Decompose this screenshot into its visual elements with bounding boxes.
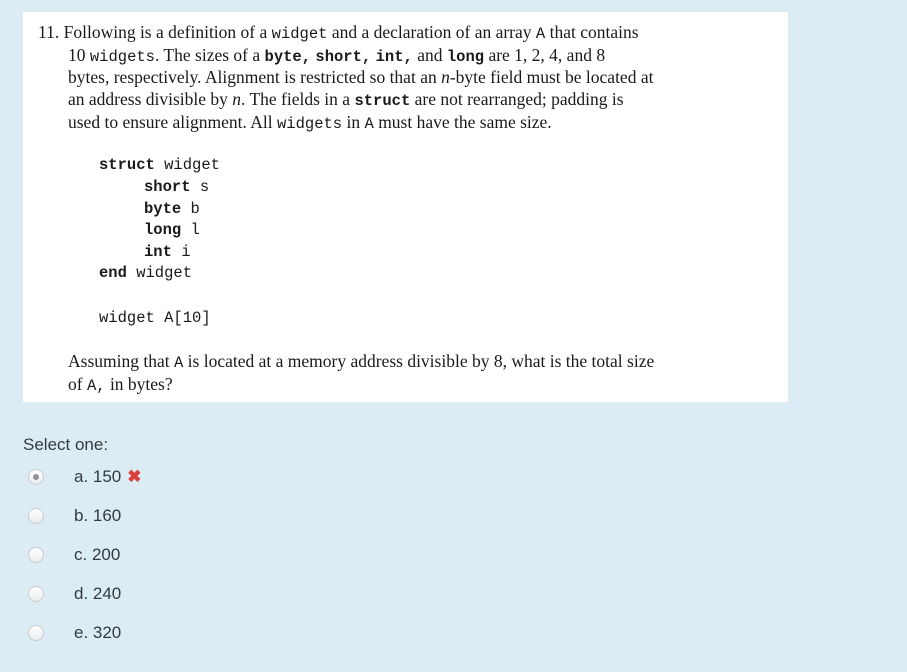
code-field-type: byte — [144, 200, 182, 218]
code-declaration — [99, 308, 211, 328]
code-struct-line — [99, 155, 220, 175]
code-field-type: short — [144, 178, 191, 196]
option-d[interactable] — [28, 583, 328, 607]
code-field-line — [144, 177, 209, 197]
question-number: 11. — [38, 22, 60, 42]
radio-option-b[interactable] — [28, 508, 44, 524]
line4-code-struct: struct — [354, 92, 411, 110]
ask2-code-A: A, — [86, 377, 106, 395]
line3-text-b: -byte field must be located at — [449, 67, 654, 87]
line4-text-c: are not rearranged; padding is — [410, 89, 624, 109]
option-c[interactable] — [28, 544, 328, 568]
code-field-name: i — [171, 243, 191, 261]
line2-count: 10 — [68, 45, 90, 65]
option-e[interactable] — [28, 622, 328, 646]
code-field-line — [144, 242, 191, 262]
intro-text-2: and a declaration of an array — [327, 22, 536, 42]
radio-option-d[interactable] — [28, 586, 44, 602]
code-field-name: s — [190, 178, 210, 196]
question-line-4 — [68, 88, 624, 112]
code-field-line — [144, 220, 200, 240]
question-line-2 — [68, 44, 605, 68]
line2-and: and — [412, 45, 447, 65]
ask-text-b: is located at a memory address divisible by 8, what is the total size — [183, 351, 655, 371]
code-field-name: l — [181, 221, 200, 239]
option-c-label[interactable]: c. 200 — [74, 545, 121, 564]
line2-code-byte: byte, — [264, 48, 312, 66]
line5-code-widgets: widgets — [277, 115, 343, 133]
intro-code-widget: widget — [271, 25, 328, 43]
code-field-name: b — [181, 200, 200, 218]
select-one-label: Select one: — [23, 435, 109, 454]
code-array-declaration: widget A[10] — [99, 309, 211, 327]
option-d-label[interactable]: d. 240 — [74, 584, 122, 603]
line5-text-b: in — [342, 112, 365, 132]
option-b-label[interactable]: b. 160 — [74, 506, 122, 525]
line2-code-long: long — [446, 48, 485, 66]
line2-code-int: int, — [375, 48, 413, 66]
code-end-name: widget — [126, 264, 193, 282]
radio-option-c[interactable] — [28, 547, 44, 563]
code-struct-keyword: struct — [99, 156, 155, 174]
ask2-text-a: of — [68, 374, 87, 394]
line4-text-a: an address divisible by — [68, 89, 233, 109]
intro-code-A: A — [535, 25, 546, 43]
code-field-type: int — [144, 243, 172, 261]
line5-code-A: A — [364, 115, 374, 133]
question-card — [23, 12, 788, 402]
line2-code-widgets: widgets — [89, 48, 155, 66]
ask-line-1 — [68, 350, 654, 374]
intro-text-1: Following is a definition of a — [63, 22, 272, 42]
option-b[interactable] — [28, 505, 328, 529]
line4-n: n — [232, 89, 242, 109]
line2-code-short: short, — [315, 48, 372, 66]
code-field-type: long — [144, 221, 182, 239]
line2-text: . The sizes of a — [155, 45, 265, 65]
ask-line-2 — [68, 373, 173, 397]
line4-text-b: . The fields in a — [241, 89, 355, 109]
intro-text-3: that contains — [545, 22, 639, 42]
question-line-1 — [38, 21, 639, 45]
code-field-line — [144, 199, 200, 219]
option-e-label[interactable]: e. 320 — [74, 623, 122, 642]
ask-text-a: Assuming that — [68, 351, 174, 371]
option-a[interactable] — [28, 466, 328, 490]
line2-sizes: are 1, 2, 4, and 8 — [484, 45, 606, 65]
line5-text-a: used to ensure alignment. All — [68, 112, 277, 132]
option-a-label-wrap[interactable] — [74, 466, 142, 488]
line3-text: bytes, respectively. Alignment is restricted so that an — [68, 67, 442, 87]
cross-icon: ✖ — [127, 467, 142, 486]
radio-option-e[interactable] — [28, 625, 44, 641]
question-line-3 — [68, 66, 653, 88]
radio-option-a[interactable] — [28, 469, 44, 485]
code-struct-name: widget — [154, 156, 220, 174]
code-end-line — [99, 263, 192, 283]
line5-text-c: must have the same size. — [373, 112, 552, 132]
ask-code-A: A — [173, 354, 184, 372]
question-line-5 — [68, 111, 552, 135]
code-end-keyword: end — [99, 264, 127, 282]
ask2-text-b: in bytes? — [105, 374, 173, 394]
line3-n: n — [441, 67, 450, 87]
option-a-label[interactable]: a. 150 — [74, 467, 122, 486]
